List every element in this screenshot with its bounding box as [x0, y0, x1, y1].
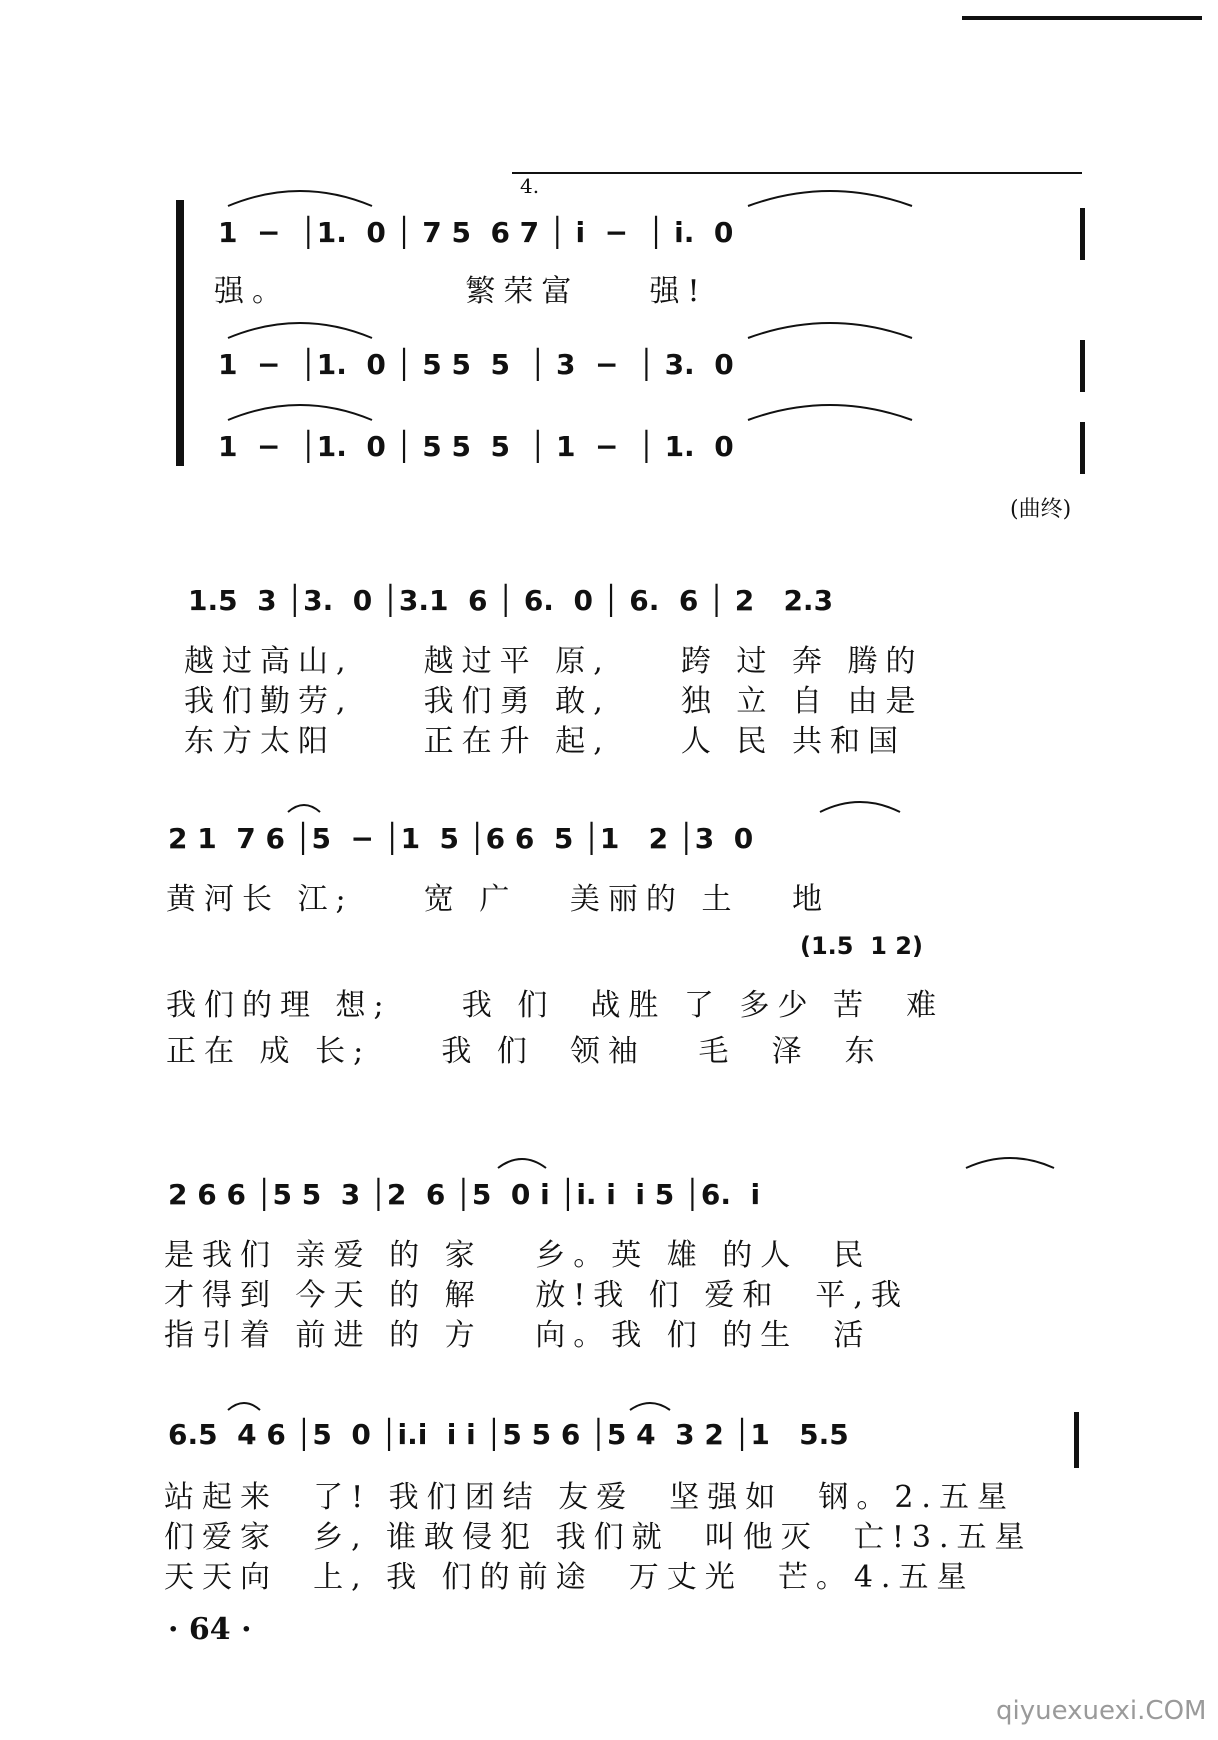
section2-lyric-1: 黄河长 江; 宽 广 美丽的 土 地	[166, 882, 831, 917]
slur	[748, 191, 912, 206]
section3-lyric-1: 是我们 亲爱 的 家 乡。英 雄 的人 民	[164, 1238, 872, 1273]
slur	[228, 191, 372, 206]
slur	[748, 323, 912, 338]
section3-lyric-2: 才得到 今天 的 解 放!我 们 爱和 平,我	[164, 1278, 909, 1313]
slur	[228, 1403, 260, 1410]
slur	[630, 1403, 670, 1410]
section1-notes: 1.5 3 │3. 0 │3.1 6 │ 6. 0 │ 6. 6 │ 2 2.3	[188, 584, 834, 617]
section2-lyric-2: 我们的理 想; 我 们 战胜 了 多少 苦 难	[166, 988, 945, 1023]
section4-lyric-1: 站起来 了! 我们团结 友爱 坚强如 钢。2.五星	[164, 1480, 1015, 1515]
slur	[228, 323, 372, 338]
slur	[228, 405, 372, 420]
staff1-notes: 1 − │1. 0 │ 7 5 6 7 │ i − │ i. 0	[218, 216, 734, 249]
section1-lyric-2: 我们勤劳, 我们勇 敢, 独 立 自 由是	[184, 684, 924, 719]
slur	[498, 1159, 546, 1168]
section3-notes: 2 6 6 │5 5 3 │2 6 │5 0 i │i. i i 5 │6. i	[168, 1178, 761, 1211]
slur	[288, 805, 320, 812]
section2-lyric-3: 正在 成 长; 我 们 领袖 毛 泽 东	[166, 1034, 883, 1069]
section2-notes: 2 1 7 6 │5 − │1 5 │6 6 5 │1 2 │3 0	[168, 822, 754, 855]
end-mark: (曲终)	[1010, 497, 1072, 522]
slur	[820, 802, 900, 812]
slur	[966, 1158, 1054, 1168]
watermark: qiyuexuexi.COM	[996, 1696, 1207, 1726]
volta-label: 4.	[520, 174, 540, 198]
staff3-notes: 1 − │1. 0 │ 5 5 5 │ 1 − │ 1. 0	[218, 430, 734, 463]
page-number: · 64 ·	[168, 1612, 252, 1647]
section4-lyric-3: 天天向 上, 我 们的前途 万丈光 芒。4.五星	[164, 1560, 975, 1595]
section4-lyric-2: 们爱家 乡, 谁敢侵犯 我们就 叫他灭 亡!3.五星	[164, 1520, 1033, 1555]
staff2-notes: 1 − │1. 0 │ 5 5 5 │ 3 − │ 3. 0	[218, 348, 734, 381]
slur	[748, 405, 912, 420]
section3-lyric-3: 指引着 前进 的 方 向。我 们 的生 活	[164, 1318, 872, 1353]
section2-paren-notes: (1.5 1 2)	[800, 932, 923, 960]
section1-lyric-3: 东方太阳 正在升 起, 人 民 共和国	[184, 724, 906, 759]
staff1-lyrics: 强。 繁荣富 强!	[214, 274, 708, 309]
section1-lyric-1: 越过高山, 越过平 原, 跨 过 奔 腾的	[184, 644, 924, 679]
section4-notes: 6.5 4 6 │5 0 │i.i i i │5 5 6 │5 4 3 2 │1 5.5	[168, 1418, 849, 1451]
